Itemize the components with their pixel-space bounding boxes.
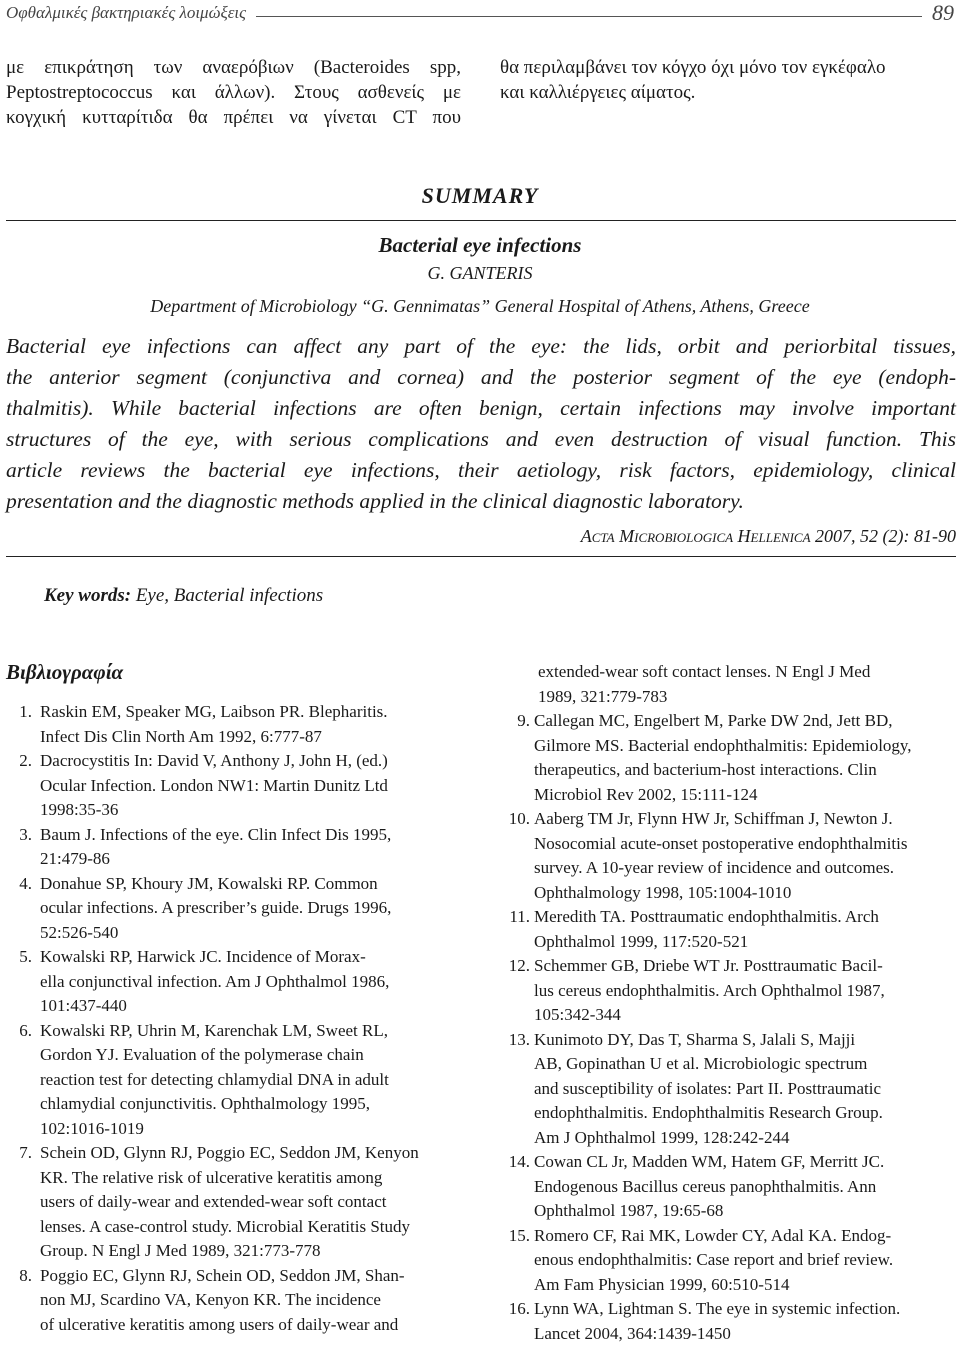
reference-line: Gordon YJ. Evaluation of the polymerase chain — [40, 1045, 364, 1064]
reference-line: ella conjunctival infection. Am J Ophthalmol 1986, — [40, 971, 390, 991]
reference-number: 14. — [508, 1152, 530, 1171]
reference-line: Kunimoto DY, Das T, Sharma S, Jalali S, Majji — [534, 1029, 856, 1049]
reference-line: Endogenous Bacillus cereus panophthalmitis. Ann — [534, 1176, 877, 1196]
reference-line: Poggio EC, Glynn RJ, Schein OD, Seddon JM, Shan- — [40, 1265, 405, 1285]
reference-item — [500, 1150, 958, 1224]
citation-ref: 2007, 52 (2): 81-90 — [815, 526, 956, 546]
reference-line: Am J Ophthalmol 1999, 128:242-244 — [534, 1127, 790, 1147]
bibliography-heading: Βιβλιογραφία — [6, 660, 124, 684]
reference-line: Infect Dis Clin North Am 1992, 6:777-87 — [40, 726, 322, 746]
reference-number: 11. — [509, 907, 530, 926]
reference-line: Group. N Engl J Med 1989, 321:773-778 — [40, 1241, 321, 1260]
reference-line: Ocular Infection. London NW1: Martin Dunitz Ltd — [40, 775, 388, 795]
reference-line: non MJ, Scardino VA, Kenyon KR. The incidence — [40, 1290, 381, 1309]
reference-line: 1998:35-36 — [40, 800, 119, 819]
reference-line: Cowan CL Jr, Madden WM, Hatem GF, Merritt JC. — [534, 1152, 885, 1171]
reference-line: ocular infections. A prescriber’s guide. Drugs 1996, — [40, 898, 392, 917]
reference-line: Ophthalmology 1998, 105:1004-1010 — [534, 882, 792, 902]
abstract-line: structures of the eye, with serious complications and even destruction of visual function. This — [6, 427, 956, 451]
reference-line: 102:1016-1019 — [40, 1118, 144, 1138]
reference-line: Ophthalmol 1987, 19:65-68 — [534, 1201, 724, 1220]
reference-line: enous endophthalmitis: Case report and brief review. — [534, 1250, 894, 1269]
reference-line: Baum J. Infections of the eye. Clin Infect Dis 1995, — [40, 824, 392, 844]
reference-item — [6, 1019, 461, 1142]
reference-number: 5. — [19, 947, 32, 966]
reference-line: Callegan MC, Engelbert M, Parke DW 2nd, Jett BD, — [534, 711, 893, 730]
reference-number: 7. — [19, 1143, 32, 1162]
reference-line: Ophthalmol 1999, 117:520-521 — [534, 931, 749, 951]
reference-line: of ulcerative keratitis among users of daily-wear and — [40, 1314, 399, 1334]
reference-line: 101:437-440 — [40, 996, 127, 1015]
reference-number: 2. — [19, 751, 32, 770]
journal-citation — [581, 526, 956, 547]
reference-item — [6, 749, 461, 823]
greek-line: κογχική κυτταρίτιδα θα πρέπει να γίνεται CT που — [6, 107, 461, 128]
reference-line: Romero CF, Rai MK, Lowder CY, Adal KA. Endog- — [534, 1225, 892, 1245]
references-right-column — [500, 660, 958, 1346]
reference-line: endophthalmitis. Endophthalmitis Research Group. — [534, 1103, 883, 1122]
reference-line: Schein OD, Glynn RJ, Poggio EC, Seddon JM, Kenyon — [40, 1143, 419, 1162]
greek-line: και καλλιέργειες αίματος. — [500, 82, 696, 103]
reference-line: and susceptibility of isolates: Part II. Posttraumatic — [534, 1078, 882, 1098]
abstract — [6, 331, 956, 517]
reference-item — [500, 660, 958, 709]
reference-number: 4. — [19, 873, 32, 893]
article-title: Bacterial eye infections — [378, 233, 582, 257]
reference-line: 105:342-344 — [534, 1005, 621, 1024]
abstract-line: presentation and the diagnostic methods applied in the clinical diagnostic laboratory. — [6, 489, 744, 513]
keywords — [44, 585, 323, 607]
reference-item — [6, 1141, 461, 1264]
reference-item — [500, 709, 958, 807]
page-number: 89 — [922, 0, 954, 26]
reference-line: Lynn WA, Lightman S. The eye in systemic infection. — [534, 1299, 901, 1318]
reference-line: Kowalski RP, Uhrin M, Karenchak LM, Sweet RL, — [40, 1020, 388, 1040]
reference-item — [6, 945, 461, 1019]
reference-line: Kowalski RP, Harwick JC. Incidence of Morax- — [40, 947, 366, 966]
reference-number: 15. — [508, 1225, 530, 1245]
reference-line: lus cereus endophthalmitis. Arch Ophthalmol 1987, — [534, 980, 885, 1000]
greek-text-left — [6, 55, 461, 130]
greek-text-right — [500, 55, 955, 105]
reference-item — [500, 905, 958, 954]
reference-line: Microbiol Rev 2002, 15:111-124 — [534, 784, 758, 804]
reference-number: 10. — [508, 809, 530, 828]
reference-number: 8. — [19, 1265, 32, 1285]
reference-item — [500, 1028, 958, 1151]
reference-line: 52:526-540 — [40, 922, 119, 942]
reference-line: Raskin EM, Speaker MG, Laibson PR. Blepharitis. — [40, 702, 388, 721]
reference-line: lenses. A case-control study. Microbial Keratitis Study — [40, 1216, 410, 1236]
abstract-line: article reviews the bacterial eye infections, their aetiology, risk factors, epidemiology, clinical — [6, 458, 956, 482]
reference-item — [500, 807, 958, 905]
abstract-line: the anterior segment (conjunctiva and cornea) and the posterior segment of the eye (endoph- — [6, 365, 956, 389]
summary-top-rule — [6, 220, 956, 221]
reference-line: reaction test for detecting chlamydial DNA in adult — [40, 1069, 389, 1089]
references-left-column — [6, 700, 461, 1337]
reference-item — [6, 823, 461, 872]
reference-line: KR. The relative risk of ulcerative keratitis among — [40, 1167, 383, 1187]
reference-line: Lancet 2004, 364:1439-1450 — [534, 1323, 731, 1343]
reference-item — [6, 700, 461, 749]
running-title: Οφθαλμικές βακτηριακές λοιμώξεις — [6, 3, 256, 23]
reference-line: Schemmer GB, Driebe WT Jr. Posttraumatic Bacil- — [534, 956, 883, 975]
reference-line: Am Fam Physician 1999, 60:510-514 — [534, 1274, 790, 1294]
keywords-label: Key words: — [44, 585, 132, 606]
reference-number: 3. — [19, 824, 32, 844]
greek-line: θα περιλαμβάνει τον κόγχο όχι μόνο τον εγκέφαλο — [500, 57, 886, 78]
reference-number: 6. — [19, 1020, 32, 1040]
abstract-line: thalmitis). While bacterial infections are often benign, certain infections may involve important — [6, 396, 956, 420]
greek-line: Peptostreptococcus και άλλων). Στους ασθενείς με — [6, 82, 461, 103]
reference-number: 13. — [508, 1029, 530, 1049]
reference-item — [500, 954, 958, 1028]
reference-line: extended-wear soft contact lenses. N Engl J Med — [538, 662, 871, 681]
affiliation: Department of Microbiology “G. Gennimatas” General Hospital of Athens, Athens, Greece — [150, 296, 810, 316]
page-header — [6, 0, 954, 30]
reference-number: 1. — [19, 702, 32, 721]
reference-item — [500, 1297, 958, 1346]
reference-number: 16. — [508, 1299, 530, 1318]
reference-line: AB, Gopinathan U et al. Microbiologic spectrum — [534, 1054, 868, 1073]
keywords-value: Eye, Bacterial infections — [135, 585, 324, 606]
reference-line: users of daily-wear and extended-wear soft contact — [40, 1192, 387, 1211]
reference-line: Aaberg TM Jr, Flynn HW Jr, Schiffman J, Newton J. — [534, 809, 893, 828]
reference-number: 12. — [508, 956, 530, 975]
reference-line: Nosocomial acute-onset postoperative endophthalmitis — [534, 833, 908, 853]
reference-line: 1989, 321:779-783 — [538, 686, 668, 706]
reference-line: therapeutics, and bacterium-host interactions. Clin — [534, 760, 877, 779]
reference-line: Meredith TA. Posttraumatic endophthalmitis. Arch — [534, 907, 879, 926]
reference-item — [6, 872, 461, 946]
reference-line: Gilmore MS. Bacterial endophthalmitis: Epidemiology, — [534, 735, 912, 755]
author: G. GANTERIS — [427, 263, 533, 283]
reference-line: Donahue SP, Khoury JM, Kowalski RP. Common — [40, 873, 378, 893]
reference-item — [500, 1224, 958, 1298]
greek-line: με επικράτηση των αναερόβιων (Bacteroides spp, — [6, 57, 461, 78]
reference-number: 9. — [517, 711, 530, 730]
summary-bottom-rule — [6, 556, 956, 557]
abstract-line: Bacterial eye infections can affect any part of the eye: the lids, orbit and periorbital tissues, — [6, 334, 956, 358]
reference-line: survey. A 10-year review of incidence and outcomes. — [534, 858, 895, 877]
reference-line: Dacrocystitis In: David V, Anthony J, John H, (ed.) — [40, 751, 388, 770]
reference-line: 21:479-86 — [40, 849, 110, 868]
summary-heading: SUMMARY — [421, 183, 539, 208]
reference-line: chlamydial conjunctivitis. Ophthalmology 1995, — [40, 1094, 371, 1113]
citation-journal: Acta Microbiologica Hellenica — [580, 526, 811, 546]
reference-item — [6, 1264, 461, 1338]
